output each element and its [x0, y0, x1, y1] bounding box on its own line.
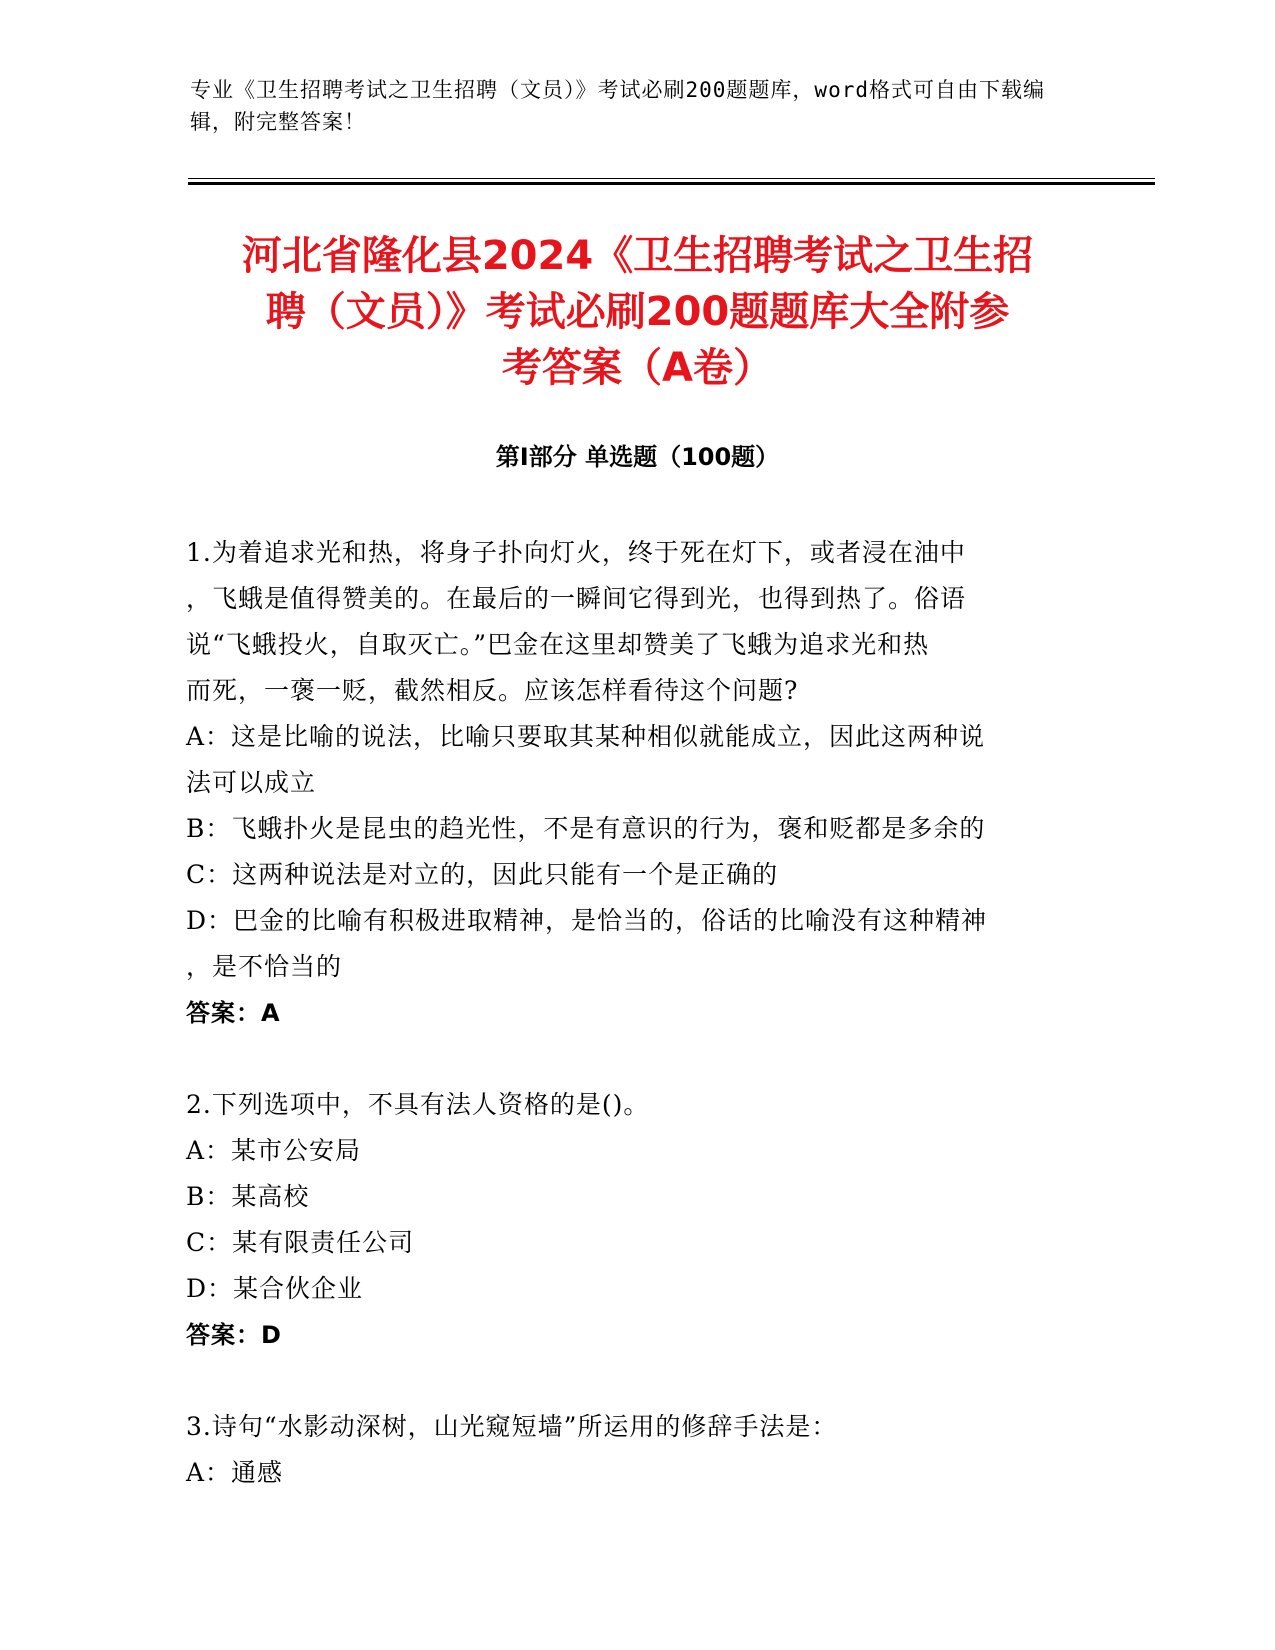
question-1: [186, 530, 1086, 1036]
question-stem-line: 说“飞蛾投火，自取灭亡。”巴金在这里却赞美了飞蛾为追求光和热: [186, 630, 930, 659]
question-stem-line: 1.为着追求光和热，将身子扑向灯火，终于死在灯下，或者浸在油中: [186, 538, 966, 567]
question-stem-line: 而死，一褒一贬，截然相反。应该怎样看待这个问题?: [186, 676, 799, 705]
header-note: 专业《卫生招聘考试之卫生招聘（文员）》考试必刷200题题库，word格式可自由下载编辑，附完整答案！: [190, 78, 1045, 134]
option-line: A：这是比喻的说法，比喻只要取其某种相似就能成立，因此这两种说: [186, 722, 986, 751]
question-list: [186, 530, 1086, 1542]
option-line: B：某高校: [186, 1182, 310, 1211]
option-line: 法可以成立: [186, 768, 317, 797]
title-line: 聘（文员）》考试必刷200题题库大全附参: [265, 289, 1010, 335]
answer-label: 答案：D: [186, 1321, 282, 1349]
section-title: 第Ⅰ部分 单选题（100题）: [495, 443, 780, 471]
header-rule-thin: [188, 178, 1155, 179]
option-line: B：飞蛾扑火是昆虫的趋光性，不是有意识的行为，褒和贬都是多余的: [186, 814, 986, 843]
question-stem-line: 2.下列选项中，不具有法人资格的是()。: [186, 1090, 650, 1119]
question-2: [186, 1082, 1086, 1358]
answer-label: 答案：A: [186, 999, 281, 1027]
question-stem-line: 3.诗句“水影动深树，山光窥短墙”所运用的修辞手法是：: [186, 1412, 838, 1441]
title-line: 考答案（A卷）: [502, 345, 773, 391]
option-line: A：某市公安局: [186, 1136, 362, 1165]
option-line: C：这两种说法是对立的，因此只能有一个是正确的: [186, 860, 779, 889]
question-stem-line: ，飞蛾是值得赞美的。在最后的一瞬间它得到光，也得到热了。俗语: [186, 584, 967, 613]
option-line: D：巴金的比喻有积极进取精神，是恰当的，俗话的比喻没有这种精神: [186, 906, 988, 935]
question-3: [186, 1404, 1086, 1496]
title-line: 河北省隆化县2024《卫生招聘考试之卫生招: [241, 233, 1034, 279]
header-rule-thick: [188, 182, 1155, 185]
document-title: [170, 228, 1105, 396]
option-line: C：某有限责任公司: [186, 1228, 415, 1257]
option-line: D：某合伙企业: [186, 1274, 364, 1303]
option-line: ，是不恰当的: [186, 952, 343, 981]
option-line: A：通感: [186, 1458, 284, 1487]
